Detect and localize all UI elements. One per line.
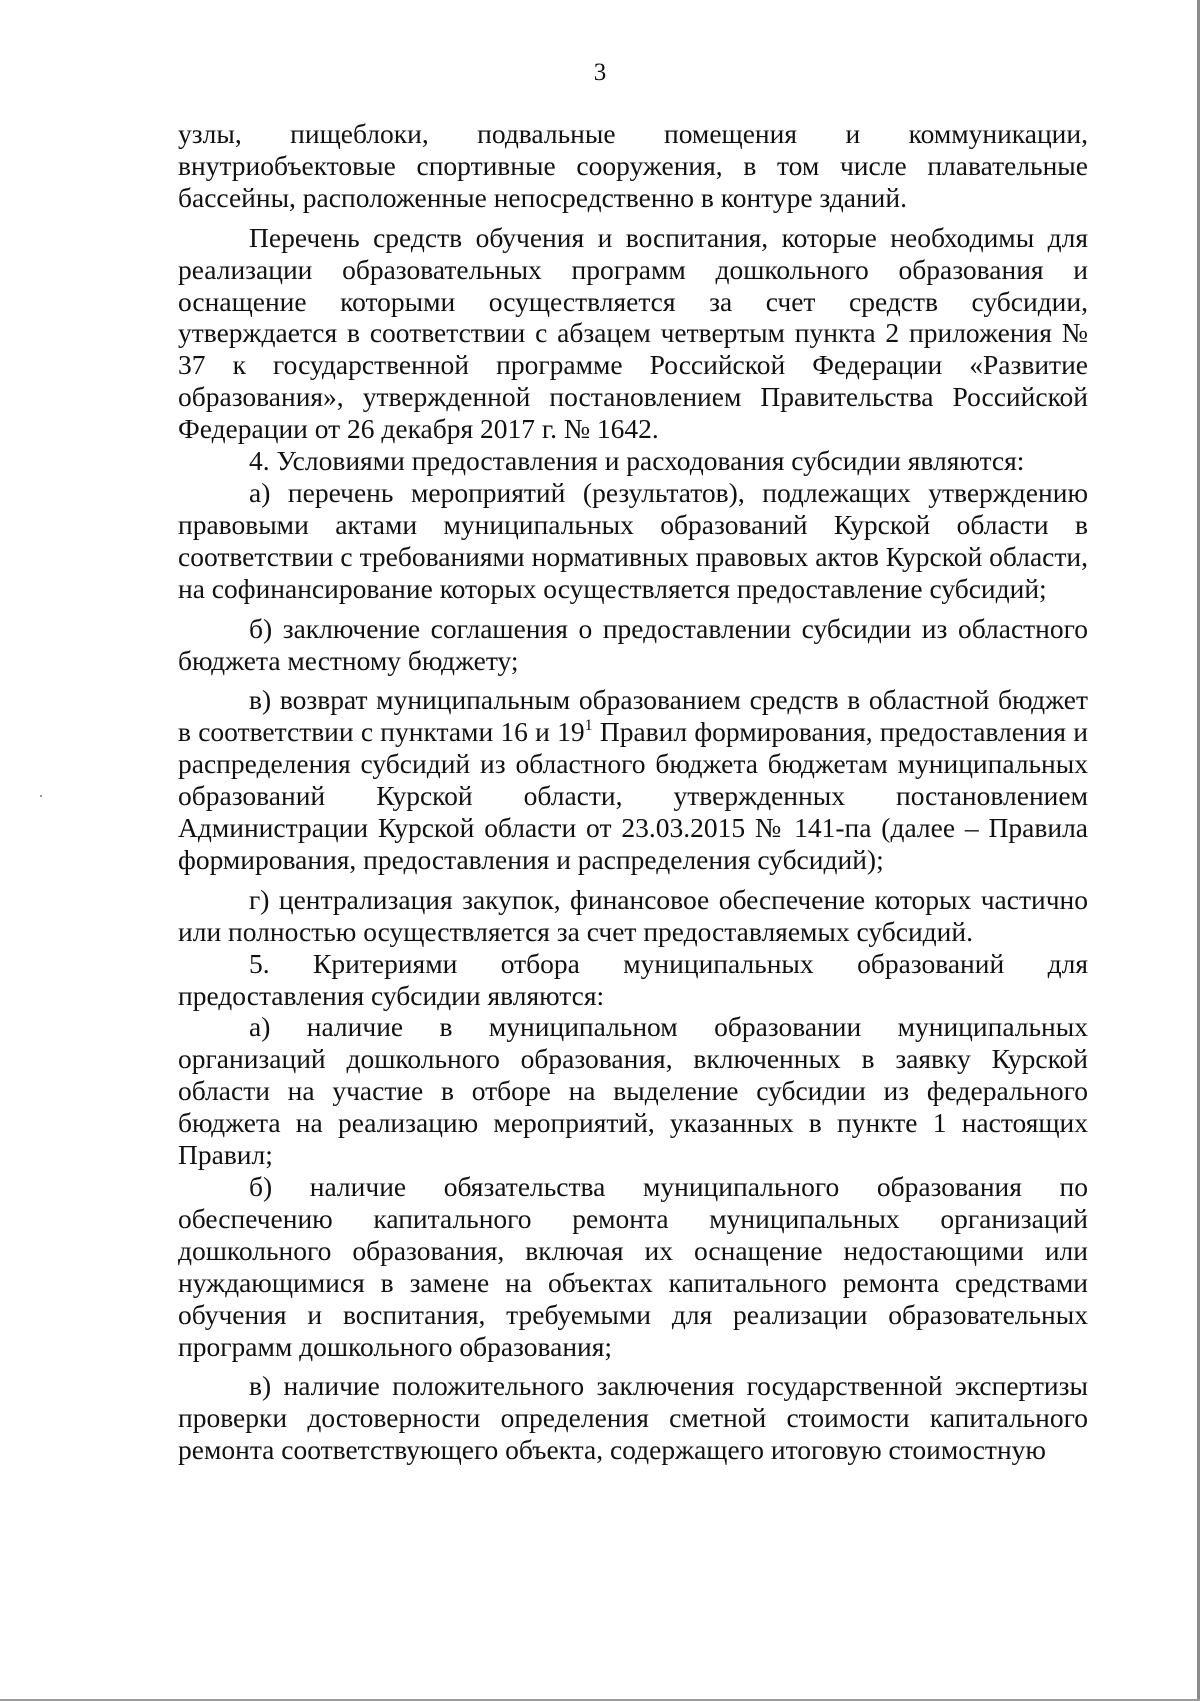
paragraph-4a: а) перечень мероприятий (результатов), подлежащих утверждению правовыми актами муниципальных образований Курской области в соответствии с требованиями нормативных правовых актов Курской области, на софинансирование которых осуществляется предоставление субсидий; [178,476,1088,604]
scan-artifact-dot [40,795,42,797]
paragraph-4v [178,684,1088,875]
paragraph-4b: б) заключение соглашения о предоставлении субсидии из областного бюджета местному бюджету; [178,612,1088,676]
document-body [178,118,1088,1466]
paragraph-section-4: 4. Условиями предоставления и расходования субсидии являются: [249,445,1025,477]
paragraph-means-list: Перечень средств обучения и воспитания, которые необходимы для реализации образовательных программ дошкольного образования и оснащение которыми осуществляется за счет средств субсидии, утверждается в соответствии с абзацем четвертым пункта 2 приложения № 37 к государственной программе Российской Федерации «Развитие образования», утвержденной постановлением Правительства Российской Федерации от 26 декабря 2017 г. № 1642. [178,221,1088,445]
page-number: 3 [593,59,607,86]
paragraph-5v: в) наличие положительного заключения государственной экспертизы проверки достоверности определения сметной стоимости капитального ремонта соответствующего объекта, содержащего итоговую стоимостную [178,1370,1088,1466]
paragraph-section-5: 5. Критериями отбора муниципальных образований для предоставления субсидии являются: [178,947,1088,1011]
superscript-footnote: 1 [584,717,593,735]
paragraph-4v-start: в) возврат муниципальным образованием средств в областной бюджет в соответствии с пунктами 16 и 19 [178,684,1088,748]
paragraph-continuation: узлы, пищеблоки, подвальные помещения и коммуникации, внутриобъектовые спортивные сооружения, в том числе плавательные бассейны, расположенные непосредственно в контуре зданий. [178,118,1088,213]
paragraph-5a: а) наличие в муниципальном образовании муниципальных организаций дошкольного образования, включенных в заявку Курской области на участие в отборе на выделение субсидии из федерального бюджета на реализацию мероприятий, указанных в пункте 1 настоящих Правил; [178,1011,1088,1171]
paragraph-4v-end: Правил формирования, предоставления и распределения субсидий из областного бюджета бюджетам муниципальных образований Курской области, утвержденных постановлением Администрации Курской области от 23.03.2015 № 141-па (далее – Правила формирования, предоставления и распределения субсидий); [178,716,1088,875]
paragraph-4g: г) централизация закупок, финансовое обеспечение которых частично или полностью осуществляется за счет предоставляемых субсидий. [178,883,1088,947]
paragraph-5b: б) наличие обязательства муниципального образования по обеспечению капитального ремонта муниципальных организаций дошкольного образования, включая их оснащение недостающими или нуждающимися в замене на объектах капитального ремонта средствами обучения и воспитания, требуемыми для реализации образовательных программ дошкольного образования; [178,1171,1088,1362]
